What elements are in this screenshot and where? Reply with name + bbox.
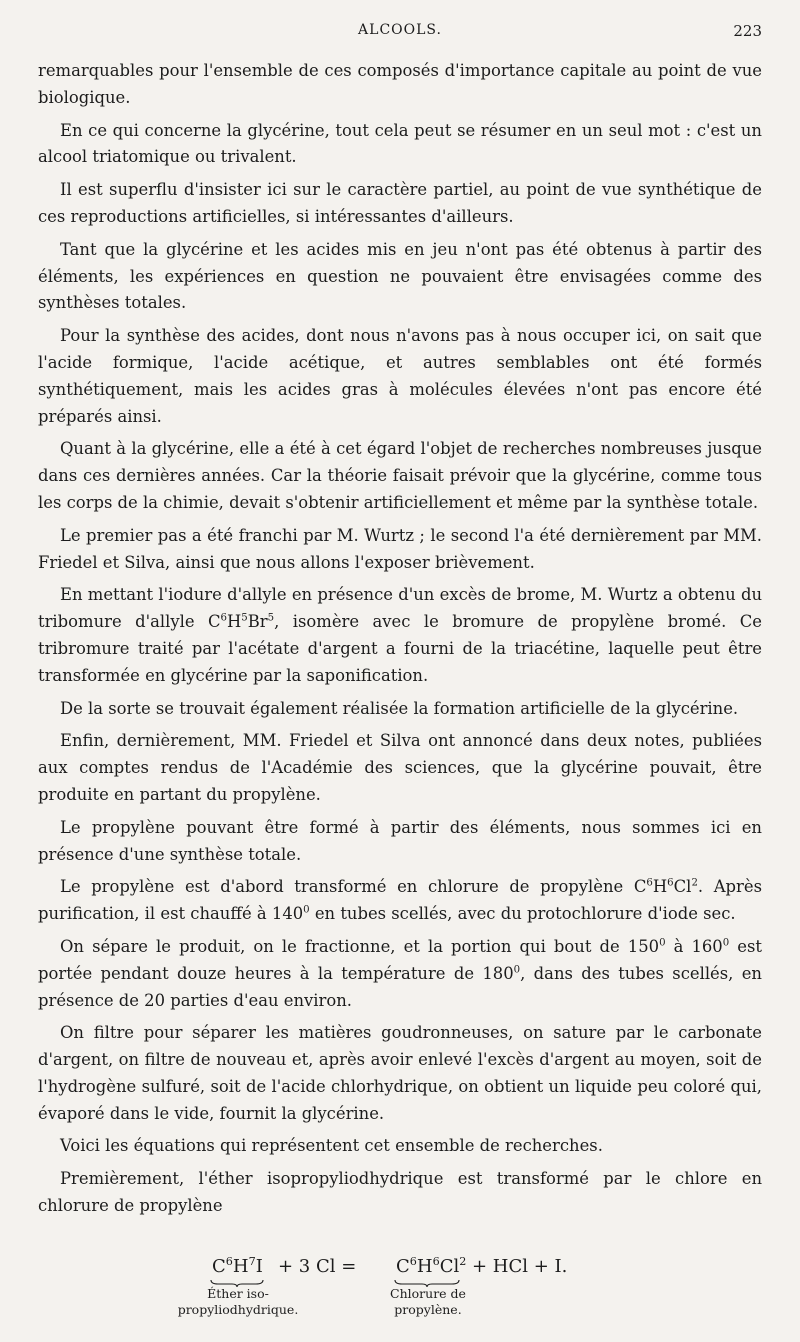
subscript: 2 xyxy=(691,877,698,889)
paragraph: On filtre pour séparer les matières goudronneuses, on sature par le carbonate d'argent, on filtre de nouveau et, après avoir enlevé l'excès d'argent au moyen, soit de l'hydrogène sulfuré, soit de l'acide chlorhydrique, on obtient un liquide peu coloré qui, évaporé dans le vide, fournit la glycérine. xyxy=(38,1023,762,1123)
text-run: , dans des tubes scellés, en présence de 20 parties d'eau environ. xyxy=(38,963,762,1010)
label-line: propyliodhydrique. xyxy=(177,1302,299,1317)
page-number: 223 xyxy=(733,22,762,40)
equation-operator: + 3 Cl = xyxy=(278,1256,357,1277)
subscript: 6 xyxy=(646,877,653,889)
paragraph: Premièrement, l'éther isopropyliodhydrique est transformé par le chlore en chlorure de propylène xyxy=(38,1169,762,1216)
subscript: 5 xyxy=(267,612,275,624)
subscript: 6 xyxy=(225,1255,233,1268)
text-run: En mettant l'iodure d'allyle en présence d'un excès de brome, M. Wurtz a obtenu du tribomure d'allyle C xyxy=(38,585,762,632)
subscript: 6 xyxy=(667,877,674,889)
subscript: 2 xyxy=(459,1255,467,1268)
paragraph-chlorure xyxy=(38,874,762,928)
text-run: à 160 xyxy=(665,936,723,956)
text-run: Le propylène est d'abord transformé en chlorure de propylène C xyxy=(60,877,647,897)
text-run: en tubes scellés, avec du protochlorure d'iode sec. xyxy=(309,904,736,924)
label-chlorure xyxy=(374,1286,482,1318)
paragraph: Enfin, dernièrement, MM. Friedel et Silva ont annoncé dans deux notes, publiées aux comptes rendus de l'Académie des sciences, que la glycérine pouvait, être produite en partant du propylène. xyxy=(38,731,762,804)
paragraph: Tant que la glycérine et les acides mis en jeu n'ont pas été obtenus à partir des éléments, les expériences en question ne pouvaient être envisagées comme des synthèses totales. xyxy=(38,239,762,313)
subscript: 5 xyxy=(241,612,248,624)
text-run: Cl xyxy=(439,1256,460,1277)
equation-operator: + HCl + I. xyxy=(472,1256,568,1277)
paragraph: Voici les équations qui représentent cet ensemble de recherches. xyxy=(60,1136,603,1156)
text-run: H xyxy=(227,612,242,632)
paragraph-temperatures xyxy=(38,934,762,1014)
text-run: . Après purification, il est chauffé à 140 xyxy=(38,877,762,924)
text-run: H xyxy=(232,1256,249,1277)
text-run: C xyxy=(212,1256,226,1277)
text-run: I xyxy=(255,1256,263,1277)
text-run: H xyxy=(416,1256,433,1277)
degree-sign: 0 xyxy=(513,964,521,976)
subscript: 6 xyxy=(432,1255,440,1268)
text-run: , isomère avec le bromure de propylène bromé. Ce tribromure traité par l'acétate d'argent a fourni de la triacétine, laquelle peut être transformée en glycérine par la saponification. xyxy=(38,612,762,685)
label-ether xyxy=(164,1286,312,1318)
chemical-equation xyxy=(150,1256,650,1326)
text-run: Br xyxy=(247,612,268,632)
formula-ether xyxy=(212,1256,263,1277)
paragraph: Il est superflu d'insister ici sur le caractère partiel, au point de vue synthétique de ces reproductions artificielles, si intéressantes d'ailleurs. xyxy=(38,180,762,226)
subscript: 6 xyxy=(220,612,227,624)
paragraph: remarquables pour l'ensemble de ces composés d'importance capitale au point de vue biologique. xyxy=(38,61,762,107)
body-text xyxy=(38,58,762,1226)
label-line: Chlorure de xyxy=(390,1286,466,1301)
text-run: On sépare le produit, on le fractionne, et la portion qui bout de 150 xyxy=(60,936,660,956)
text-run: est portée pendant douze heures à la température de 180 xyxy=(38,936,762,983)
text-run: Cl xyxy=(673,877,692,897)
subscript: 6 xyxy=(409,1255,417,1268)
paragraph: Le premier pas a été franchi par M. Wurtz ; le second l'a été dernièrement par MM. Friedel et Silva, ainsi que nous allons l'exposer brièvement. xyxy=(38,525,762,572)
paragraph: En ce qui concerne la glycérine, tout cela peut se résumer en un seul mot : c'est un alcool triatomique ou trivalent. xyxy=(38,120,762,167)
degree-sign: 0 xyxy=(659,937,666,949)
paragraph: Quant à la glycérine, elle a été à cet égard l'objet de recherches nombreuses jusque dans ces dernières années. Car la théorie faisait prévoir que la glycérine, comme tous les corps de la chimie, devait s'obtenir artificiellement et même par la synthèse totale. xyxy=(38,439,762,512)
paragraph: Le propylène pouvant être formé à partir des éléments, nous sommes ici en présence d'une synthèse totale. xyxy=(38,817,762,864)
text-run: H xyxy=(652,877,668,897)
formula-chlorure xyxy=(396,1256,466,1277)
text-run: C xyxy=(396,1256,410,1277)
paragraph: Pour la synthèse des acides, dont nous n'avons pas à nous occuper ici, on sait que l'acide formique, l'acide acétique, et autres semblables ont été formés synthétiquement, mais les acides gras à molécules élevées n'ont pas encore été préparés ainsi. xyxy=(38,326,762,426)
label-line: propylène. xyxy=(394,1302,462,1317)
running-head: ALCOOLS. xyxy=(358,22,442,38)
label-line: Éther iso- xyxy=(207,1286,269,1301)
subscript: 7 xyxy=(248,1255,256,1268)
degree-sign: 0 xyxy=(303,904,310,916)
degree-sign: 0 xyxy=(722,937,730,949)
paragraph: De la sorte se trouvait également réalisée la formation artificielle de la glycérine. xyxy=(60,698,739,718)
page-header xyxy=(38,22,762,48)
paragraph-tribromure xyxy=(38,582,762,689)
